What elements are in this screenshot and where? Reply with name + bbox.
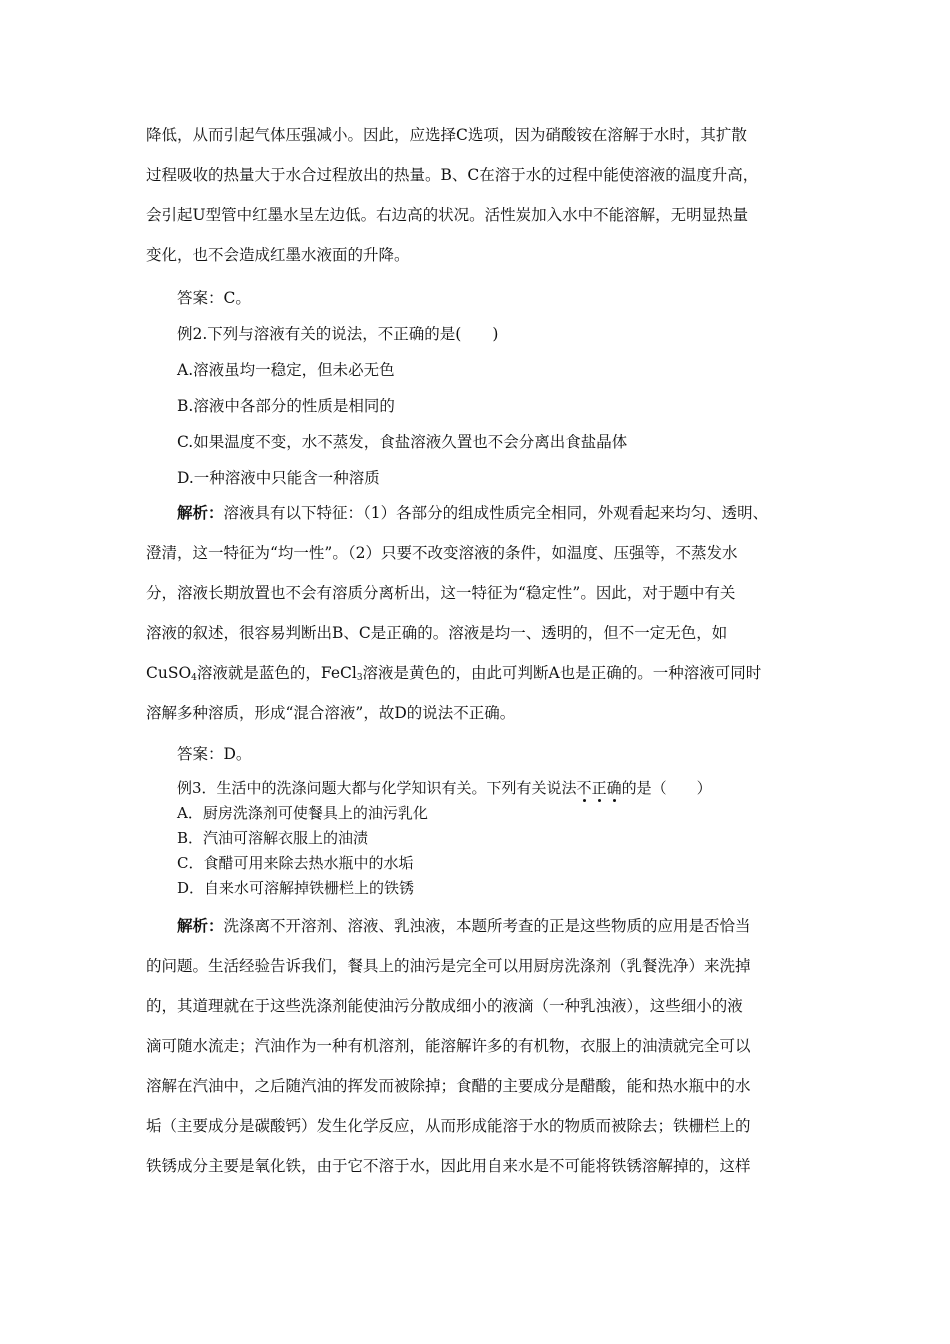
text-line: 的问题。生活经验告诉我们，餐具上的油污是完全可以用厨房洗涤剂（乳餐洗净）来洗掉	[146, 957, 751, 975]
text-segment: 的是（ ）	[621, 779, 712, 797]
analysis-3-paragraph	[146, 906, 810, 1186]
text-line: 的，其道理就在于这些洗涤剂能使油污分散成细小的液滴（一种乳浊液），这些细小的液	[146, 997, 743, 1015]
answer-2: 答案：D。	[177, 745, 252, 763]
answer-1: 答案：C。	[177, 289, 251, 307]
example-3-option-c: C．食醋可用来除去热水瓶中的水垢	[177, 854, 414, 872]
text-line: 溶解多种溶质，形成“混合溶液”，故D的说法不正确。	[146, 704, 516, 722]
text-line: 澄清，这一特征为“均一性”。（2）只要不改变溶液的条件，如温度、压强等，不蒸发水	[146, 544, 738, 562]
text-line: 变化，也不会造成红墨水液面的升降。	[146, 246, 410, 264]
text-line: 铁锈成分主要是氧化铁，由于它不溶于水，因此用自来水是不可能将铁锈溶解掉的，这样	[146, 1157, 751, 1175]
example-2-option-d: D.一种溶液中只能含一种溶质	[177, 469, 380, 487]
example-3-option-d: D．自来水可溶解掉铁栅栏上的铁锈	[177, 879, 415, 897]
analysis-2-paragraph	[146, 493, 810, 733]
text-line: 会引起U型管中红墨水呈左边低。右边高的状况。活性炭加入水中不能溶解，无明显热量	[146, 206, 749, 224]
text-segment: 溶液就是蓝色的，FeCl	[196, 664, 357, 682]
analysis-label: 解析：	[177, 916, 224, 935]
text-line: 分，溶液长期放置也不会有溶质分离析出，这一特征为“稳定性”。因此，对于题中有关	[146, 584, 736, 602]
text-segment: 溶液具有以下特征：（1）各部分的组成性质完全相同，外观看起来均匀、透明、	[223, 504, 769, 522]
text-segment: 例3．生活中的洗涤问题大都与化学知识有关。下列有关说法	[177, 779, 577, 797]
subscript: 4	[191, 673, 197, 683]
text-line	[146, 906, 810, 946]
example-2-option-c: C.如果温度不变，水不蒸发，食盐溶液久置也不会分离出食盐晶体	[177, 433, 628, 451]
emphasis-char: 确	[606, 779, 622, 797]
text-segment: 溶液是黄色的，由此可判断A也是正确的。一种溶液可同时	[362, 664, 762, 682]
example-2-option-a: A.溶液虽均一稳定，但未必无色	[177, 361, 395, 379]
example-3-option-a: A．厨房洗涤剂可使餐具上的油污乳化	[177, 804, 428, 822]
text-line: 垢（主要成分是碳酸钙）发生化学反应，从而形成能溶于水的物质而被除去；铁栅栏上的	[146, 1117, 751, 1135]
example-3-question	[177, 776, 712, 801]
formula-cuso4: CuSO	[146, 664, 192, 682]
text-segment: 洗涤离不开溶剂、溶液、乳浊液，本题所考查的正是这些物质的应用是否恰当	[223, 917, 751, 935]
emphasis-char: 不	[576, 779, 592, 797]
text-line	[146, 493, 810, 533]
text-line: 降低，从而引起气体压强减小。因此，应选择C选项，因为硝酸铵在溶解于水时，其扩散	[146, 126, 747, 144]
example-3-option-b: B．汽油可溶解衣服上的油渍	[177, 829, 369, 847]
text-line	[146, 653, 810, 693]
text-line: 溶液的叙述，很容易判断出B、C是正确的。溶液是均一、透明的，但不一定无色，如	[146, 624, 728, 642]
analysis-label: 解析：	[177, 503, 224, 522]
text-line: 滴可随水流走；汽油作为一种有机溶剂，能溶解许多的有机物，衣服上的油渍就完全可以	[146, 1037, 751, 1055]
subscript: 3	[356, 673, 363, 683]
text-line: 溶解在汽油中，之后随汽油的挥发而被除掉；食醋的主要成分是醋酸，能和热水瓶中的水	[146, 1077, 751, 1095]
text-line: 过程吸收的热量大于水合过程放出的热量。B、C在溶于水的过程中能使溶液的温度升高，	[146, 166, 759, 184]
example-2-question: 例2.下列与溶液有关的说法，不正确的是( )	[177, 325, 499, 343]
emphasis-char: 正	[591, 779, 607, 797]
intro-paragraph	[146, 115, 810, 275]
example-2-option-b: B.溶液中各部分的性质是相同的	[177, 397, 395, 415]
